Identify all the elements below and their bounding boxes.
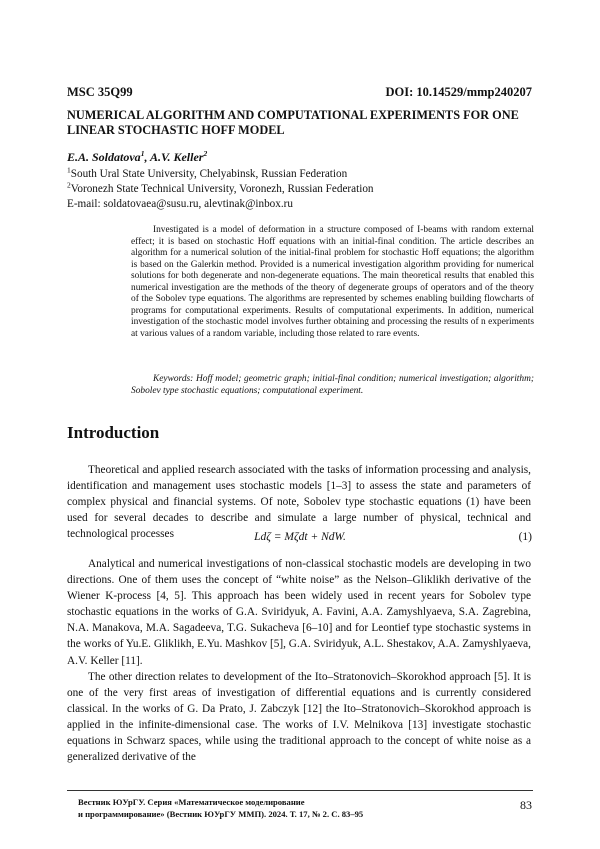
author-superscript: 1 bbox=[140, 149, 145, 158]
journal-line: Вестник ЮУрГУ. Серия «Математическое моделирование bbox=[78, 797, 305, 807]
author-name: E.A. Soldatova bbox=[67, 150, 141, 164]
body-paragraph: Analytical and numerical investigations of non-classical stochastic models are developing in two directions. One of them uses the concept of “white noise” as the Nelson–Gliklikh derivative of the Wiener K-process [4, 5]. This approach has been widely used in recent years for Sobolev type stochastic equations in the works of G.A. Sviridyuk, A. Favini, A.A. Zamyshlyaeva, S.A. Zagrebina, N.A. Manakova, M.A. Sagadeeva, T.G. Sukacheva [6–10] and for Leontief type stochastic systems in the works of Yu.E. Gliklikh, E.Yu. Mashkov [5], G.A. Sviridyuk, A.L. Shestakov, A.A. Zamyshlyaeva, A.V. Keller [11]. bbox=[67, 558, 531, 667]
equation bbox=[0, 531, 600, 549]
article-title: NUMERICAL ALGORITHM AND COMPUTATIONAL EXPERIMENTS FOR ONE LINEAR STOCHASTIC HOFF MODEL bbox=[67, 108, 519, 137]
journal-footer bbox=[78, 796, 478, 820]
affiliation-text: Voronezh State Technical University, Voronezh, Russian Federation bbox=[70, 183, 374, 195]
author-line bbox=[67, 150, 207, 165]
doi-link[interactable]: DOI: 10.14529/mmp240207 bbox=[385, 85, 532, 99]
author-name: A.V. Keller bbox=[150, 150, 204, 164]
affiliation-superscript: 1 bbox=[67, 165, 71, 175]
affiliation bbox=[67, 165, 348, 180]
email-line: E-mail: soldatovaea@susu.ru, alevtinak@inbox.ru bbox=[67, 198, 293, 210]
section-title: Introduction bbox=[67, 423, 160, 442]
keywords: Keywords: Hoff model; geometric graph; initial-final condition; numerical investigation; algorithm; Sobolev type stochastic equations; computational experiment. bbox=[131, 374, 534, 396]
equation-formula: Ldζ = Mζdt + NdW. bbox=[254, 531, 346, 543]
journal-line: и программирование» (Вестник ЮУрГУ ММП). 2024. Т. 17, № 2. С. 83–95 bbox=[78, 809, 364, 819]
footer-rule bbox=[67, 790, 533, 791]
author-superscript: 2 bbox=[203, 149, 208, 158]
author-separator: , bbox=[144, 150, 150, 164]
affiliation-superscript: 2 bbox=[67, 180, 71, 190]
abstract: Investigated is a model of deformation in a structure composed of I-beams with random external effect; it is based on stochastic Hoff equations with an initial-final condition. The article describes an algorithm for a numerical solution of the initial-final problem for stochastic Hoff equations; the algorithm is based on the Galerkin method. Provided is a numerical investigation algorithm providing for numerical solutions for both degenerate and non-degenerate equations. The main theoretical results that enabled this numerical investigation are the methods of the theory of degenerate groups of operators and of the theory of the Sobolev type equations. The algorithms are represented by schemes enabling building flowcharts of programs for computational experiments. Results of computational experiments. In addition, numerical investigation of the stochastic model involves further obtaining and processing the results of n experiments at various values of a random variable, including those related to rare events. bbox=[131, 225, 534, 339]
equation-number: (1) bbox=[518, 531, 532, 543]
article-header bbox=[67, 85, 532, 99]
msc-code: MSC 35Q99 bbox=[67, 85, 133, 99]
affiliation bbox=[67, 180, 374, 195]
body-paragraph: Theoretical and applied research associated with the tasks of information processing and analysis, identification and management uses stochastic models [1–3] to assess the state and parameters of complex physical and financial systems. Of note, Sobolev type stochastic equations (1) have been used for several decades to describe and simulate a large number of physical, technical and technological processes bbox=[67, 464, 531, 541]
body-paragraph: The other direction relates to development of the Ito–Stratonovich–Skorokhod approach [5]. It is one of the very first areas of investigation of differential equations and is currently considered classical. In the works of G. Da Prato, J. Zabczyk [12] the Ito–Stratonovich–Skorokhod approach is applied in the infinite-dimensional case. The works of I.V. Melnikova [13] investigate stochastic equations in Schwarz spaces, while using the traditional approach to the concept of white noise as a generalized derivative of the bbox=[67, 671, 531, 764]
affiliation-text: South Ural State University, Chelyabinsk, Russian Federation bbox=[70, 168, 348, 180]
page-number: 83 bbox=[520, 798, 532, 812]
